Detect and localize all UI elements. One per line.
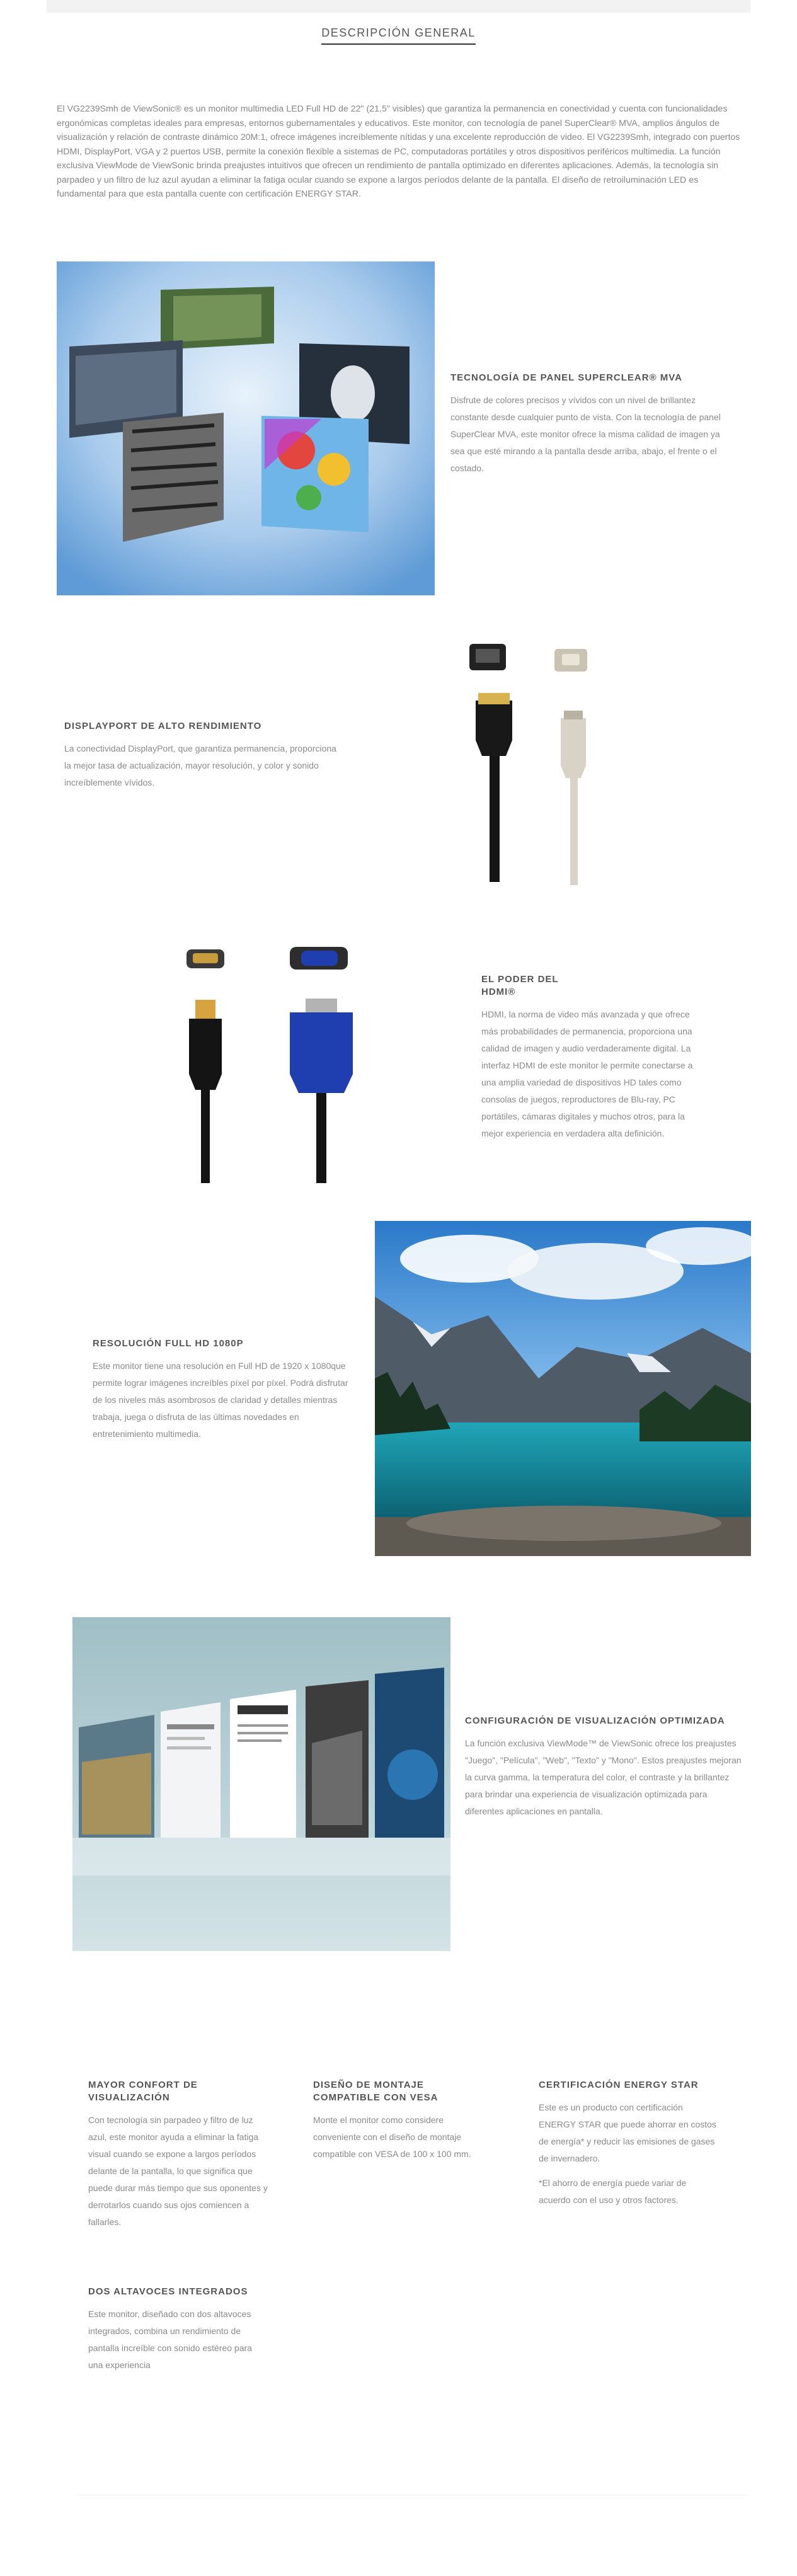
feature-vesa-mount (313, 2079, 493, 2163)
feature-title: CERTIFICACIÓN ENERGY STAR (539, 2080, 699, 2090)
feature-title: DISPLAYPORT DE ALTO RENDIMIENTO (64, 721, 262, 731)
top-bar (47, 0, 750, 13)
feature-energy-star (539, 2079, 718, 2209)
feature-title: MAYOR CONFORT DE VISUALIZACIÓN (88, 2080, 198, 2103)
hdmi-vga-cables-image (176, 942, 372, 1184)
feature-hdmi (481, 973, 708, 1142)
lake-landscape-image (375, 1221, 751, 1556)
feature-speakers (88, 2286, 268, 2374)
feature-title: TECNOLOGÍA DE PANEL SUPERCLEAR® MVA (450, 372, 683, 383)
feature-footnote: *El ahorro de energía puede variar de acuerdo con el uso y otros factores. (539, 2178, 687, 2205)
displayport-cables-image (463, 636, 608, 888)
feature-body: Monte el monitor como considere conveniente con el diseño de montaje compatible con VESA de 100 x 100 mm. (313, 2115, 471, 2159)
feature-title: DISEÑO DE MONTAJE COMPATIBLE CON VESA (313, 2080, 439, 2103)
feature-body: La conectividad DisplayPort, que garantiza permanencia, proporciona la mejor tasa de actualización, mayor resolución, y color y sonido increíblemente vívidos. (64, 743, 336, 787)
feature-title: DOS ALTAVOCES INTEGRADOS (88, 2286, 248, 2297)
feature-body: La función exclusiva ViewMode™ de ViewSonic ofrece los preajustes "Juego", "Película", "Web", "Texto" y "Mono". Estos preajustes mejoran la curva gamma, la temperatura del color, el contraste y la brillantez para brindar una experiencia de visualización optimizada para diferentes aplicaciones en pantalla. (465, 1738, 742, 1816)
feature-full-hd (93, 1337, 354, 1443)
section-tab[interactable] (0, 26, 797, 45)
superclear-image (57, 261, 435, 595)
feature-superclear (450, 372, 731, 477)
feature-viewmode (465, 1715, 745, 1820)
viewmode-presets-image (72, 1617, 450, 1951)
feature-body: Este monitor, diseñado con dos altavoces integrados, combina un rendimiento de pantalla increíble con sonido estéreo para una experiencia (88, 2309, 252, 2370)
feature-title: CONFIGURACIÓN DE VISUALIZACIÓN OPTIMIZADA (465, 1715, 725, 1726)
feature-body: Este es un producto con certificación ENERGY STAR que puede ahorrar en costos de energía* y reducir las emisiones de gases de invernadero. (539, 2102, 716, 2163)
feature-body: HDMI, la norma de video más avanzada y que ofrece más probabilidades de permanencia, proporciona una calidad de imagen y audio verdaderamente digital. La interfaz HDMI de este monitor le permite conectarse a una amplia variedad de dispositivos HD tales como consolas de juegos, reproductores de Blu-ray, PC portátiles, cámaras digitales y muchos otros, para la mejor experiencia en verdadera alta definición. (481, 1009, 693, 1138)
feature-viewing-comfort (88, 2079, 268, 2231)
feature-body: Este monitor tiene una resolución en Full HD de 1920 x 1080que permite lograr imágenes increíbles píxel por píxel. Podrá disfrutar de los niveles más asombrosos de claridad y detalles mientras trabaja, juega o disfruta de las últimas novedades en entretenimiento multimedia. (93, 1361, 348, 1439)
feature-body: Con tecnología sin parpadeo y filtro de luz azul, este monitor ayuda a eliminar la fatiga visual cuando se expone a largos períodos delante de la pantalla, lo que significa que puede durar más tiempo que sus oponentes y derrotarlos cuando sus ojos comiencen a fallarles. (88, 2115, 268, 2227)
section-tab-label[interactable]: DESCRIPCIÓN GENERAL (321, 26, 476, 45)
feature-displayport (64, 720, 341, 791)
feature-title: EL PODER DEL HDMI® (481, 974, 559, 997)
intro-paragraph: El VG2239Smh de ViewSonic® es un monitor multimedia LED Full HD de 22" (21,5" visibles) que garantiza la permanencia en conectividad y cuenta con funcionalidades ergonómicas completas ideales para empresas, entornos gubernamentales y educativos. Este monitor, con tecnología de panel SuperClear® MVA, amplios ángulos de visualización y relación de contraste dinámico 20M:1, ofrece imágenes increíblemente nítidas y una excelente reproducción de video. El VG2239Smh, integrado con puertos HDMI, DisplayPort, VGA y 2 puertos USB, permite la conexión flexible a sistemas de PC, computadoras portátiles y otros dispositivos periféricos multimedia. La función exclusiva ViewMode de ViewSonic brinda preajustes intuitivos que ofrecen un rendimiento de pantalla optimizado en diferentes aplicaciones. Además, la tecnología sin parpadeo y un filtro de luz azul ayudan a eliminar la fatiga ocular cuando se expone a largos períodos delante de la pantalla. El diseño de retroiluminación LED es fundamental para que esta pantalla cuente con certificación ENERGY STAR. (57, 104, 740, 199)
feature-title: RESOLUCIÓN FULL HD 1080P (93, 1338, 244, 1349)
feature-body: Disfrute de colores precisos y vívidos con un nivel de brillantez constante desde cualquier punto de vista. Con la tecnología de panel SuperClear MVA, este monitor ofrece la misma calidad de imagen ya sea que esté mirando a la pantalla desde arriba, abajo, el frente o el costado. (450, 395, 721, 473)
